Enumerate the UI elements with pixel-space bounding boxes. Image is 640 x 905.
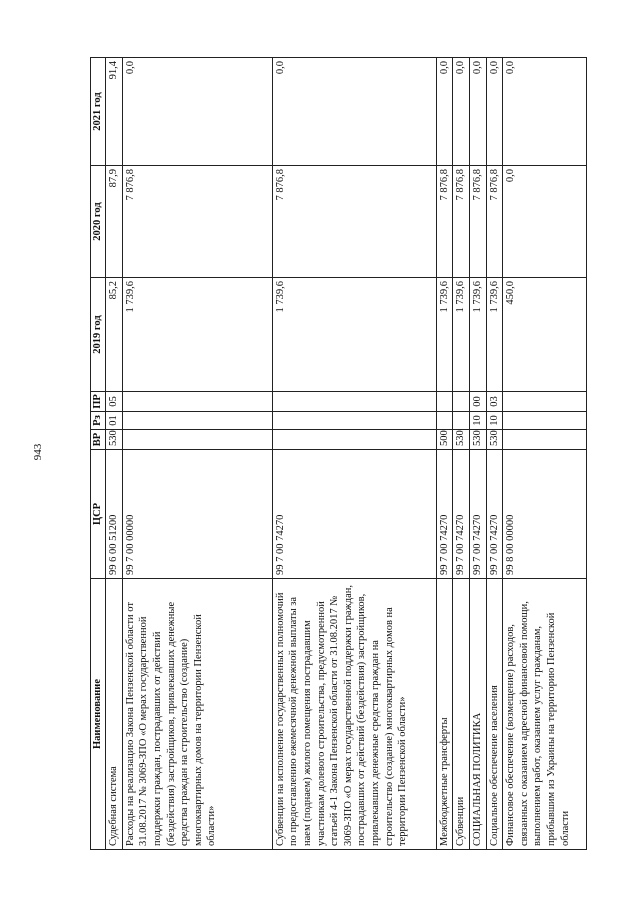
cell-pr	[503, 392, 587, 412]
cell-name: Социальное обеспечение населения	[486, 579, 503, 850]
table-row	[469, 58, 486, 850]
cell-vr	[122, 430, 272, 450]
table-row	[272, 58, 436, 850]
cell-2021: 0,0	[486, 58, 503, 166]
budget-table-container	[90, 58, 571, 850]
cell-2020: 7 876,8	[272, 166, 436, 278]
cell-2021: 0,0	[436, 58, 453, 166]
cell-vr	[272, 430, 436, 450]
cell-vr: 530	[106, 430, 123, 450]
cell-2021: 0,0	[122, 58, 272, 166]
cell-csr: 99 7 00 74270	[436, 450, 453, 579]
cell-name: Субвенции	[453, 579, 470, 850]
cell-2021: 0,0	[272, 58, 436, 166]
cell-name: Судебная система	[106, 579, 123, 850]
header-2020: 2020 год	[91, 166, 106, 278]
cell-vr: 530	[469, 430, 486, 450]
cell-2020: 7 876,8	[122, 166, 272, 278]
cell-csr: 99 6 00 51200	[106, 450, 123, 579]
cell-csr: 99 7 00 74270	[486, 450, 503, 579]
cell-2019: 1 739,6	[453, 278, 470, 392]
cell-2019: 1 739,6	[469, 278, 486, 392]
table-row	[436, 58, 453, 850]
cell-pr	[272, 392, 436, 412]
header-vr: ВР	[91, 430, 106, 450]
cell-pr	[122, 392, 272, 412]
cell-2020: 7 876,8	[469, 166, 486, 278]
cell-name: Субвенции на исполнение государственных полномочий по предоставлению ежемесячной денежной выплаты за наем (поднаем) жилого помещения пострадавшим участникам долевого строительства, предусмотренной статьей 4-1 Закона Пензенской области от 31.08.2017 № 3069-ЗПО «О мерах государственной поддержки граждан, пострадавших от действий (бездействия) застройщиков, привлекавших денежные средства граждан на строительство (создание) многоквартирных домов на территории Пензенской области»	[272, 579, 436, 850]
cell-2020: 7 876,8	[486, 166, 503, 278]
header-csr: ЦСР	[91, 450, 106, 579]
cell-name: Расходы на реализацию Закона Пензенской области от 31.08.2017 № 3069-ЗПО «О мерах государственной поддержки граждан, пострадавших от действий (бездействия) застройщиков, привлекавших денежные средства граждан на строительство (создание) многоквартирных домов на территории Пензенской области»	[122, 579, 272, 850]
cell-2019: 1 739,6	[486, 278, 503, 392]
cell-2021: 0,0	[469, 58, 486, 166]
header-name: Наименование	[91, 579, 106, 850]
cell-2021: 91,4	[106, 58, 123, 166]
header-2019: 2019 год	[91, 278, 106, 392]
table-row	[453, 58, 470, 850]
cell-csr: 99 7 00 74270	[469, 450, 486, 579]
cell-2019: 1 739,6	[122, 278, 272, 392]
cell-rz	[272, 412, 436, 430]
cell-name: Финансовое обеспечение (возмещение) расходов, связанных с оказанием адресной финансовой помощи, выполнением работ, оказанием услуг гражданам, прибывшим из Украины на территорию Пензенской области	[503, 579, 587, 850]
cell-csr: 99 7 00 74270	[453, 450, 470, 579]
table-row	[486, 58, 503, 850]
cell-vr: 530	[453, 430, 470, 450]
cell-2019: 1 739,6	[272, 278, 436, 392]
cell-csr: 99 7 00 00000	[122, 450, 272, 579]
cell-rz	[122, 412, 272, 430]
cell-vr	[503, 430, 587, 450]
cell-2020: 7 876,8	[453, 166, 470, 278]
cell-2019: 1 739,6	[436, 278, 453, 392]
cell-2020: 0,0	[503, 166, 587, 278]
cell-csr: 99 7 00 74270	[272, 450, 436, 579]
cell-rz: 01	[106, 412, 123, 430]
cell-pr: 03	[486, 392, 503, 412]
cell-rz	[453, 412, 470, 430]
cell-name: СОЦИАЛЬНАЯ ПОЛИТИКА	[469, 579, 486, 850]
cell-2020: 87,9	[106, 166, 123, 278]
cell-2021: 0,0	[453, 58, 470, 166]
page-number: 943	[32, 443, 44, 461]
cell-rz: 10	[469, 412, 486, 430]
header-rz: Рз	[91, 412, 106, 430]
cell-name: Межбюджетные трансферты	[436, 579, 453, 850]
cell-pr	[436, 392, 453, 412]
cell-2020: 7 876,8	[436, 166, 453, 278]
cell-pr: 00	[469, 392, 486, 412]
table-row	[106, 58, 123, 850]
cell-pr: 05	[106, 392, 123, 412]
budget-table	[90, 57, 587, 850]
cell-2019: 450,0	[503, 278, 587, 392]
table-row	[503, 58, 587, 850]
cell-2019: 85,2	[106, 278, 123, 392]
cell-pr	[453, 392, 470, 412]
cell-rz	[503, 412, 587, 430]
cell-csr: 99 8 00 00000	[503, 450, 587, 579]
table-row	[122, 58, 272, 850]
cell-vr: 530	[486, 430, 503, 450]
table-header-row	[91, 58, 106, 850]
cell-rz	[436, 412, 453, 430]
header-pr: ПР	[91, 392, 106, 412]
cell-vr: 500	[436, 430, 453, 450]
cell-rz: 10	[486, 412, 503, 430]
cell-2021: 0,0	[503, 58, 587, 166]
header-2021: 2021 год	[91, 58, 106, 166]
